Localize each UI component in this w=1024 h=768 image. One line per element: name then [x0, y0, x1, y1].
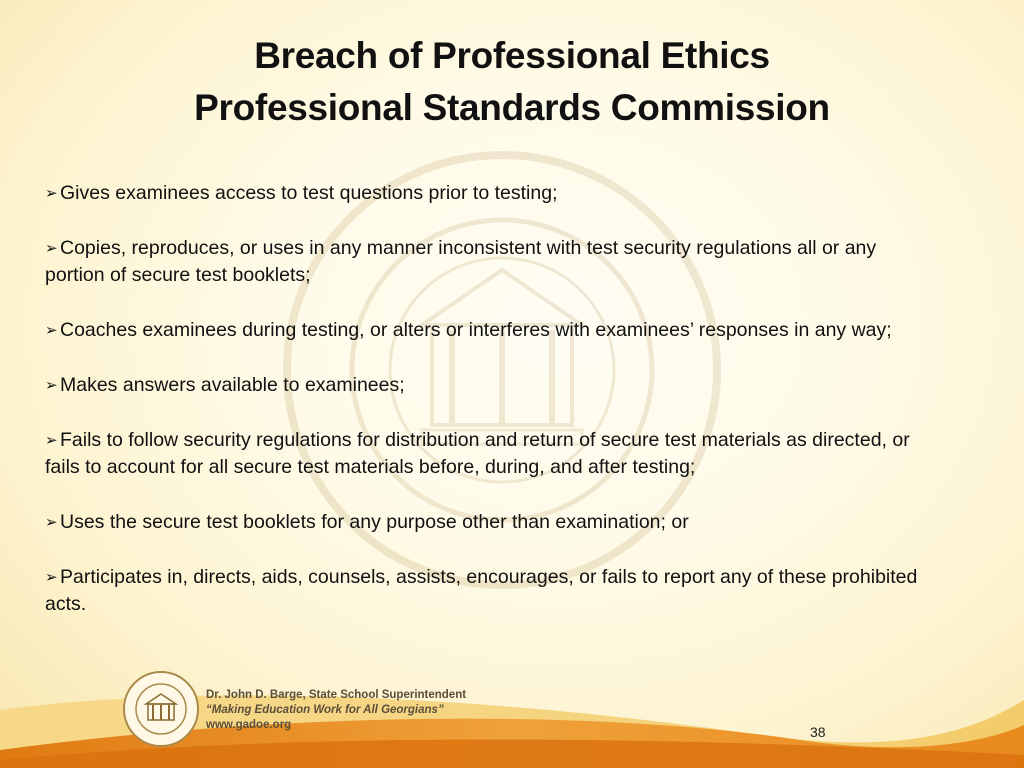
title-line-2: Professional Standards Commission [194, 87, 830, 128]
footer-website: www.gadoe.org [206, 719, 292, 731]
arrow-bullet-icon: ➢ [45, 240, 58, 257]
list-item [45, 317, 925, 344]
bullet-text: Uses the secure test booklets for any purpose other than examination; or [60, 511, 689, 533]
bullet-text: Coaches examinees during testing, or alters or interferes with examinees’ responses in any way; [60, 319, 892, 341]
list-item [45, 235, 925, 289]
title-line-1: Breach of Professional Ethics [254, 35, 770, 76]
list-item [45, 564, 925, 618]
footer-signature [206, 688, 466, 733]
bullet-text: Fails to follow security regulations for distribution and return of secure test materials as directed, or fails to account for all secure test materials before, during, and after testing; [45, 429, 910, 478]
list-item [45, 180, 925, 207]
arrow-bullet-icon: ➢ [45, 569, 58, 586]
arrow-bullet-icon: ➢ [45, 432, 58, 449]
arrow-bullet-icon: ➢ [45, 322, 58, 339]
slide-title [0, 30, 1024, 134]
list-item [45, 509, 925, 536]
bullet-text: Participates in, directs, aids, counsels, assists, encourages, or fails to report any of these prohibited acts. [45, 566, 918, 615]
list-item [45, 427, 925, 481]
arrow-bullet-icon: ➢ [45, 185, 58, 202]
list-item [45, 372, 925, 399]
arrow-bullet-icon: ➢ [45, 377, 58, 394]
department-of-education-seal-icon [122, 670, 200, 748]
bullet-text: Makes answers available to examinees; [60, 374, 405, 396]
footer-motto: “Making Education Work for All Georgians” [206, 704, 444, 716]
arrow-bullet-icon: ➢ [45, 514, 58, 531]
bullet-list [45, 180, 925, 646]
page-number: 38 [810, 724, 826, 740]
bullet-text: Gives examinees access to test questions prior to testing; [60, 182, 558, 204]
bullet-text: Copies, reproduces, or uses in any manner inconsistent with test security regulations all or any portion of secure test booklets; [45, 237, 877, 286]
superintendent-name: Dr. John D. Barge, State School Superintendent [206, 689, 467, 701]
